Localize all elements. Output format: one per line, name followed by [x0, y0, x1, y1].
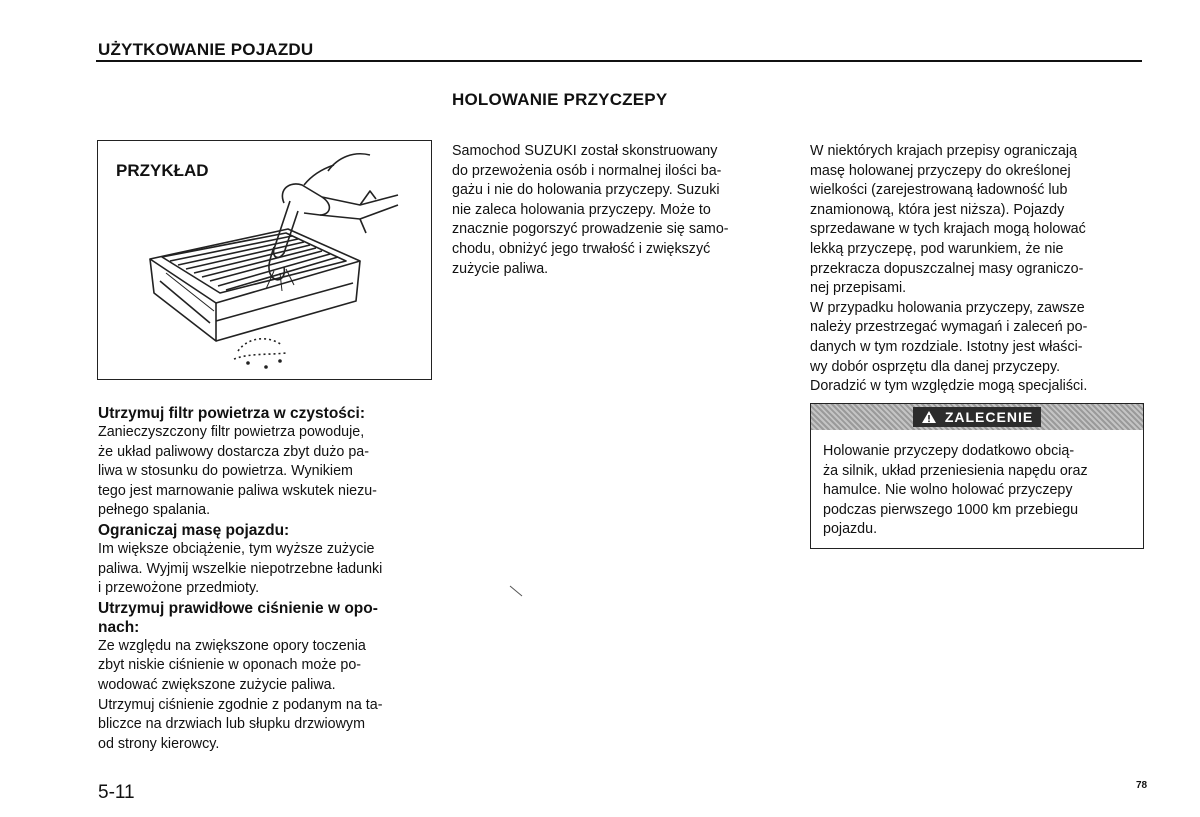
text-line: wodować zwiększone zużycie paliwa.	[98, 676, 336, 693]
fuel-saving-tips	[98, 404, 434, 754]
scan-mark	[508, 584, 528, 600]
text-line: przekracza dopuszczalnej masy ograniczo-	[810, 260, 1084, 277]
text-line: pełnego spalania.	[98, 502, 211, 519]
text-line: od strony kierowcy.	[98, 735, 220, 752]
tip-vehicle-mass-title: Ograniczaj masę pojazdu:	[98, 521, 290, 539]
text-line: pojazdu.	[823, 521, 878, 538]
text-line: W niektórych krajach przepisy ograniczają	[810, 143, 1077, 159]
text-line: chodu, obniżyć jego trwałość i zwiększyć	[452, 240, 711, 257]
towing-regulations	[810, 142, 1146, 397]
text-line: znacznie pogorszyć prowadzenie się samo-	[452, 221, 729, 238]
text-line: ża silnik, układ przeniesienia napędu oraz	[823, 462, 1088, 479]
text-line: W przypadku holowania przyczepy, zawsze	[810, 299, 1085, 316]
text-line: zużycie paliwa.	[452, 260, 549, 277]
text-line: i przewożone przedmioty.	[98, 580, 260, 597]
text-line: liwa w stosunku do powietrza. Wynikiem	[98, 463, 353, 480]
text-line: Im większe obciążenie, tym wyższe zużycie	[98, 540, 375, 557]
warning-triangle-icon	[921, 410, 937, 424]
tip-tire-pressure-title-cont: nach:	[98, 618, 140, 636]
page-code: 78	[1136, 780, 1148, 791]
text-line: Holowanie przyczepy dodatkowo obcią-	[823, 443, 1075, 459]
text-line: zbyt niskie ciśnienie w oponach może po-	[98, 657, 362, 674]
text-line: Utrzymuj ciśnienie zgodnie z podanym na ta-	[98, 696, 383, 713]
section-title: UŻYTKOWANIE POJAZDU	[98, 40, 314, 59]
text-line: nie zaleca holowania przyczepy. Może to	[452, 201, 711, 218]
caution-header	[811, 404, 1143, 430]
text-line: bliczce na drzwiach lub słupku drzwiowym	[98, 716, 365, 733]
text-line: paliwa. Wyjmij wszelkie niepotrzebne ładunki	[98, 560, 383, 577]
text-line: danych w tym rozdziale. Istotny jest właści-	[810, 338, 1083, 355]
text-line: wy dobór osprzętu dla danej przyczepy.	[810, 358, 1061, 375]
text-line: należy przestrzegać wymagań i zaleceń po-	[810, 319, 1088, 336]
text-line: nej przepisami.	[810, 280, 907, 297]
text-line: że układ paliwowy dostarcza zbyt dużo pa-	[98, 443, 369, 460]
tip-tire-pressure-title: Utrzymuj prawidłowe ciśnienie w opo-	[98, 599, 378, 617]
page-number: 5-11	[98, 782, 135, 803]
caution-text	[823, 442, 1133, 540]
text-line: Zanieczyszczony filtr powietrza powoduje,	[98, 424, 365, 440]
tip-air-filter-title: Utrzymuj filtr powietrza w czystości:	[98, 405, 365, 422]
caution-header-label	[913, 407, 1041, 427]
text-line: wielkości (zarejestrowaną ładowność lub	[810, 182, 1068, 199]
text-line: Samochod SUZUKI został skonstruowany	[452, 143, 718, 159]
text-line: Doradzić w tym względzie mogą specjaliści.	[810, 378, 1088, 395]
towing-intro	[452, 142, 788, 279]
text-line: gażu i nie do holowania przyczepy. Suzuki	[452, 182, 720, 199]
text-line: Ze względu na zwiększone opory toczenia	[98, 637, 366, 654]
text-line: do przewożenia osób i normalnej ilości ba-	[452, 162, 722, 179]
figure-label: PRZYKŁAD	[116, 161, 209, 180]
text-line: podczas pierwszego 1000 km przebiegu	[823, 501, 1079, 518]
text-line: hamulce. Nie wolno holować przyczepy	[823, 482, 1073, 499]
text-line: sprzedawane w tych krajach mogą holować	[810, 221, 1086, 238]
text-line: tego jest marnowanie paliwa wskutek niezu-	[98, 482, 377, 499]
example-figure	[97, 140, 432, 380]
header-rule	[96, 60, 1142, 62]
page-heading: HOLOWANIE PRZYCZEPY	[452, 90, 668, 109]
text-line: lekką przyczepę, pod warunkiem, że nie	[810, 240, 1064, 257]
caution-title: ZALECENIE	[944, 409, 1034, 425]
text-line: znamionową, która jest niższa). Pojazdy	[810, 201, 1065, 218]
text-line: masę holowanej przyczepy do określonej	[810, 162, 1071, 179]
caution-box	[810, 403, 1144, 549]
air-filter-cleaning-illustration	[98, 141, 431, 379]
